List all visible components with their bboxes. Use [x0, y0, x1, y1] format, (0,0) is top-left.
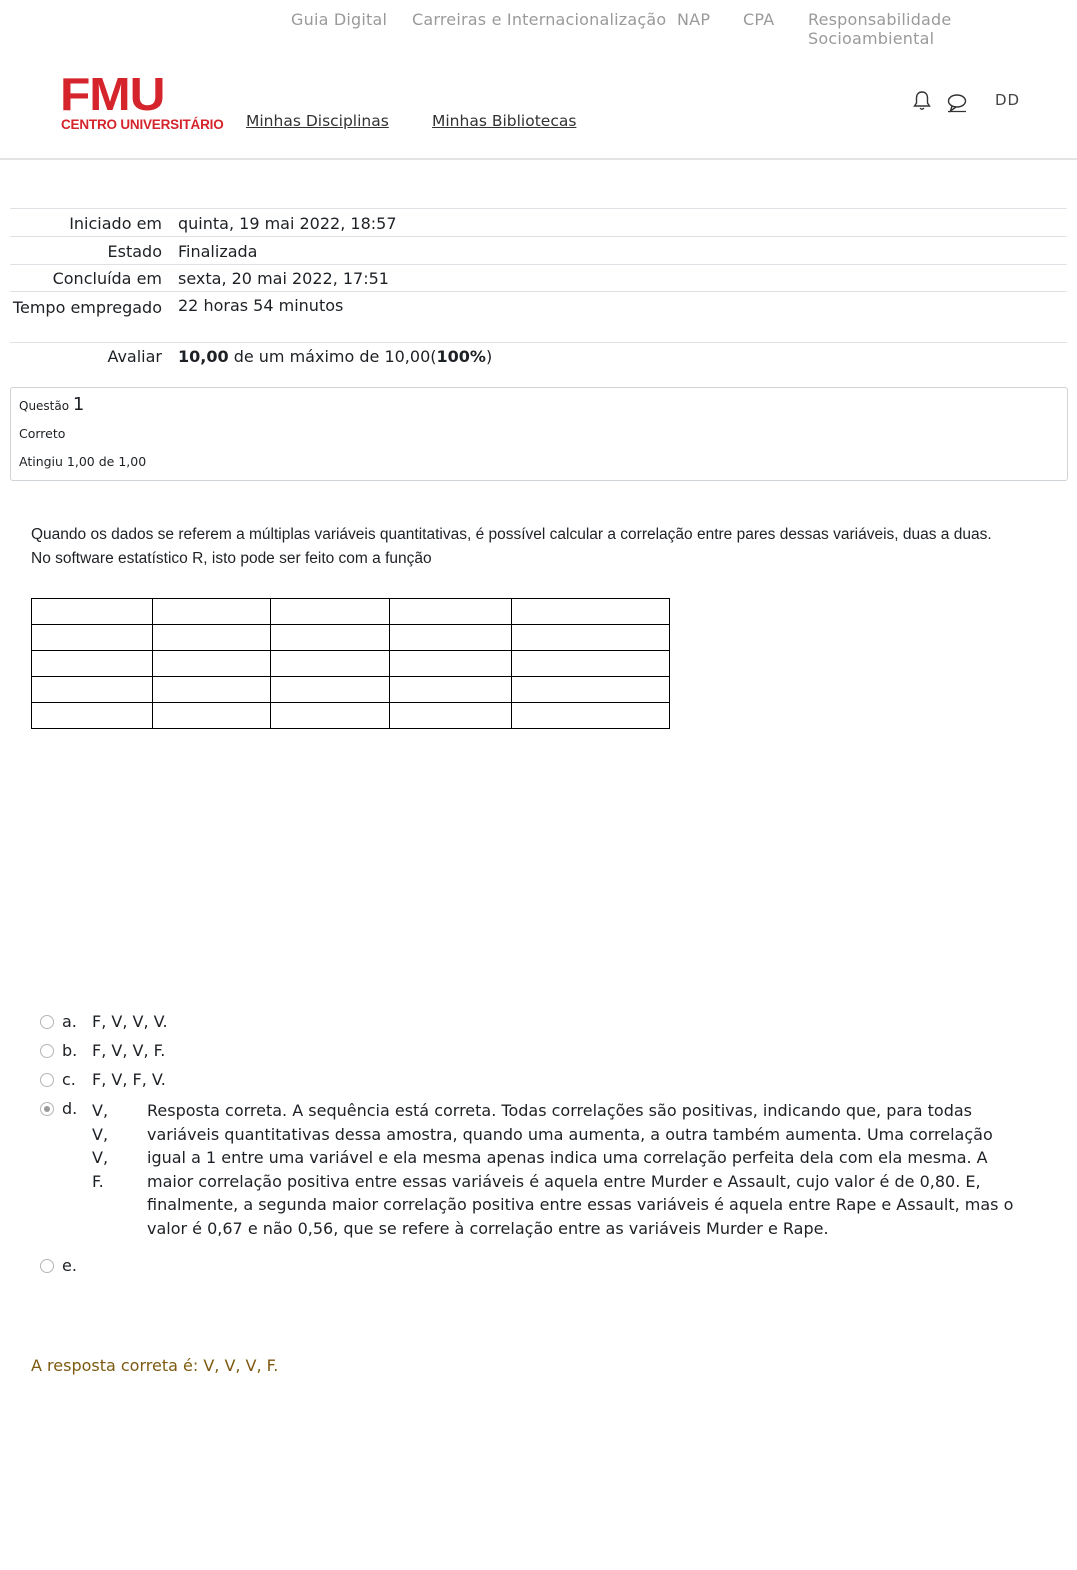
question-number	[19, 394, 84, 415]
question-text-line: No software estatístico R, isto pode ser feito com a função	[31, 550, 432, 567]
summary-value	[178, 347, 492, 366]
summary-value: sexta, 20 mai 2022, 17:51	[178, 269, 389, 288]
summary-row	[10, 236, 1067, 264]
grade-close: )	[485, 347, 493, 366]
answer-text: F, V, V, V.	[92, 1012, 168, 1031]
question-label: Questão	[19, 399, 70, 413]
answer-value: F.	[92, 1171, 104, 1191]
summary-row	[10, 291, 1067, 342]
toplink-cpa[interactable]: CPA	[743, 10, 775, 29]
attempt-summary	[10, 208, 1067, 372]
site-header	[0, 40, 1077, 160]
summary-value: quinta, 19 mai 2022, 18:57	[178, 214, 397, 233]
answer-text: F, V, V, F.	[92, 1041, 166, 1060]
answer-text: F, V, F, V.	[92, 1070, 166, 1089]
top-links-bar	[0, 10, 1077, 48]
table-row	[32, 703, 670, 729]
logo-subtitle-text: CENTRO UNIVERSITÁRIO	[61, 117, 224, 132]
grade-max: de um máximo de 10,00(	[228, 347, 437, 366]
answer-letter: a.	[62, 1012, 77, 1031]
answer-feedback: Resposta correta. A sequência está correta. Todas correlações são positivas, indicando que, para todas variáveis quantitativas dessa amostra, quando uma aumenta, a outra também aumenta. Uma correlação igual a 1 entre uma variável e ela mesma apenas indica uma correlação perfeita dela com ela mesma. A maior correlação positiva entre essas variáveis é aquela entre Murder e Assault, cujo valor é de 0,80. E, finalmente, a segunda maior correlação positiva entre essas variáveis é aquela entre Rape e Assault, mas o valor é 0,67 e não 0,56, que se refere à correlação entre as variáveis Murder e Rape.	[147, 1101, 1014, 1238]
table-row	[32, 677, 670, 703]
question-text	[31, 523, 1051, 571]
empty-data-table	[31, 598, 670, 729]
answer-value: V,	[92, 1124, 109, 1144]
logo-main-text: FMU	[60, 68, 165, 120]
table-row	[32, 625, 670, 651]
answer-letter: e.	[62, 1256, 77, 1275]
summary-row	[10, 342, 1067, 372]
table-row	[32, 651, 670, 677]
answer-letter: d.	[62, 1099, 78, 1118]
table-row	[32, 599, 670, 625]
right-answer: A resposta correta é: V, V, V, F.	[31, 1356, 279, 1375]
toplink-guia-digital[interactable]: Guia Digital	[291, 10, 388, 29]
summary-label: Tempo empregado	[12, 298, 162, 317]
answer-value: V,	[92, 1101, 109, 1120]
summary-row	[10, 264, 1067, 291]
question-text-line: Quando os dados se referem a múltiplas variáveis quantitativas, é possível calcular a correlação entre pares dessas variáveis, duas a duas.	[31, 526, 992, 543]
answer-letter: b.	[62, 1041, 78, 1060]
radio-button[interactable]	[40, 1044, 54, 1058]
radio-button[interactable]	[40, 1015, 54, 1029]
summary-label: Concluída em	[52, 269, 162, 288]
nav-minhas-bibliotecas[interactable]: Minhas Bibliotecas	[432, 112, 577, 130]
answer-values	[92, 1099, 108, 1193]
summary-value: Finalizada	[178, 242, 258, 261]
logo-subtitle	[61, 114, 224, 133]
nav-minhas-disciplinas[interactable]: Minhas Disciplinas	[246, 112, 389, 130]
user-menu[interactable]: DD	[995, 91, 1021, 109]
summary-label: Estado	[107, 242, 162, 261]
answer-option-d[interactable]	[40, 1099, 1040, 1241]
summary-label: Avaliar	[107, 347, 162, 366]
radio-button-selected[interactable]	[40, 1102, 54, 1116]
question-grade: Atingiu 1,00 de 1,00	[19, 454, 147, 469]
question-state: Correto	[19, 426, 66, 441]
toplink-responsabilidade[interactable]: Responsabilidade Socioambiental	[808, 10, 952, 48]
radio-button[interactable]	[40, 1073, 54, 1087]
summary-value: 22 horas 54 minutos	[178, 296, 344, 315]
toplink-carreiras[interactable]: Carreiras e Internacionalização	[412, 10, 667, 29]
question-number-value: 1	[72, 394, 85, 415]
chat-icon[interactable]	[946, 92, 968, 118]
grade-percent: 100%	[436, 347, 486, 366]
bell-icon[interactable]	[913, 90, 931, 116]
toplink-nap[interactable]: NAP	[677, 10, 711, 29]
answer-value: V,	[92, 1148, 109, 1167]
question-info-box	[10, 387, 1068, 481]
answer-letter: c.	[62, 1070, 76, 1089]
summary-label: Iniciado em	[69, 214, 162, 233]
summary-row	[10, 208, 1067, 236]
grade-score: 10,00	[178, 347, 229, 366]
radio-button[interactable]	[40, 1259, 54, 1273]
